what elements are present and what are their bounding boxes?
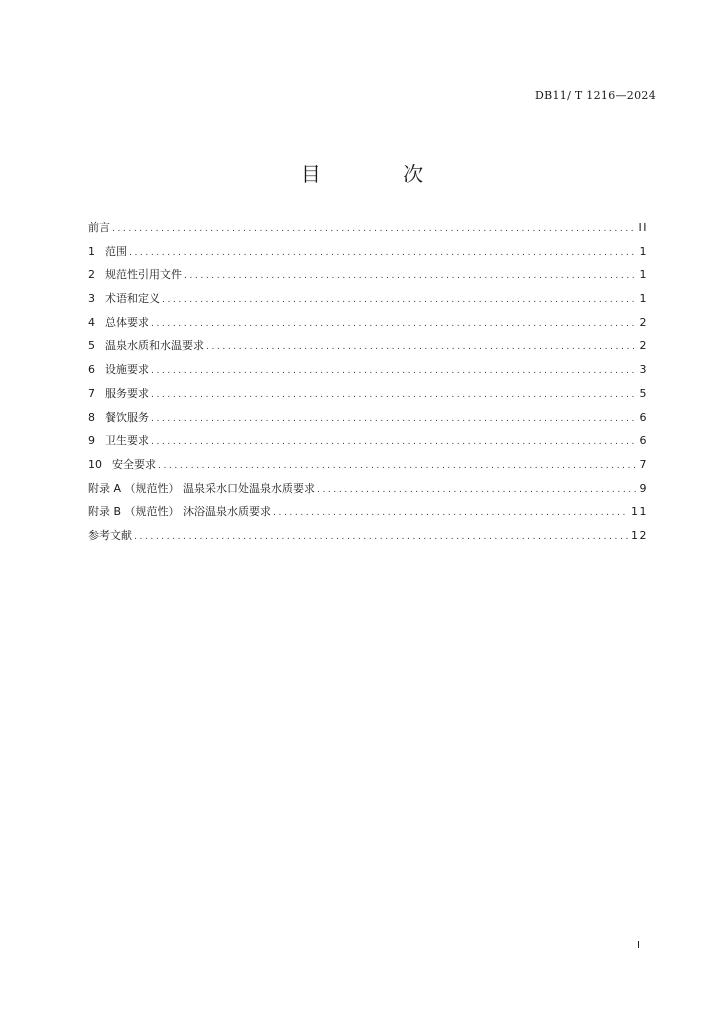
dot-leader: [151, 409, 637, 429]
toc-entry-page: 2: [639, 339, 648, 353]
toc-entry-page: 1: [639, 292, 648, 306]
toc-entry-number: 9: [88, 434, 95, 448]
standard-code: DB11/ T 1216—2024: [534, 89, 656, 102]
toc-entry-page: 6: [639, 410, 648, 424]
toc-entry-page: II: [638, 221, 648, 234]
toc-entry-6[interactable]: [88, 360, 648, 384]
toc-entry-number: 2: [88, 268, 95, 282]
toc-entry-label: 服务要求: [105, 386, 149, 400]
toc-entry-label: 总体要求: [105, 315, 149, 329]
toc-entry-2[interactable]: [88, 265, 648, 289]
toc-entry-4[interactable]: [88, 313, 648, 337]
toc-entry-references[interactable]: [88, 526, 648, 550]
toc-entry-number: 6: [88, 363, 95, 377]
toc-entry-label: 安全要求: [112, 457, 156, 471]
toc-entry-label: 术语和定义: [105, 292, 160, 306]
toc-entry-label: 卫生要求: [105, 434, 149, 448]
toc-entry-label: 规范性引用文件: [105, 268, 182, 282]
toc-entry-10[interactable]: [88, 455, 648, 479]
toc-entry-number: 3: [88, 292, 95, 306]
toc-entry-foreword[interactable]: [88, 218, 648, 242]
dot-leader: [184, 266, 637, 286]
toc-entry-label: 参考文献: [88, 528, 132, 542]
toc-entry-label: 设施要求: [105, 363, 149, 377]
dot-leader: [112, 219, 636, 239]
toc-entry-3[interactable]: [88, 289, 648, 313]
dot-leader: [134, 527, 628, 547]
toc-entry-page: 3: [639, 363, 648, 377]
toc-entry-1[interactable]: [88, 242, 648, 266]
toc-entry-appendix-a[interactable]: [88, 479, 648, 503]
dot-leader: [273, 503, 628, 523]
dot-leader: [206, 337, 637, 357]
toc-entry-9[interactable]: [88, 431, 648, 455]
toc-entry-7[interactable]: [88, 384, 648, 408]
toc-entry-page: 9: [639, 481, 648, 495]
dot-leader: [151, 385, 637, 405]
toc-entry-number: 10: [88, 457, 102, 471]
toc-entry-label: 范围: [105, 244, 127, 258]
toc-entry-page: 11: [631, 505, 648, 519]
dot-leader: [158, 456, 637, 476]
dot-leader: [162, 290, 637, 310]
toc-entry-number: 7: [88, 386, 95, 400]
toc-entry-label: 附录 A （规范性） 温泉采水口处温泉水质要求: [88, 481, 316, 495]
toc-entry-page: 1: [639, 244, 648, 258]
toc-entry-page: 2: [639, 315, 648, 329]
toc-entry-label: 附录 B （规范性） 沐浴温泉水质要求: [88, 505, 272, 519]
page-number: I: [637, 940, 640, 951]
dot-leader: [151, 361, 637, 381]
toc-entry-page: 1: [639, 268, 648, 282]
toc-entry-number: 8: [88, 410, 95, 424]
dot-leader: [151, 314, 637, 334]
toc-entry-page: 6: [639, 434, 648, 448]
page-title: 目 次: [300, 162, 462, 186]
dot-leader: [317, 480, 636, 500]
dot-leader: [151, 432, 637, 452]
dot-leader: [129, 243, 637, 263]
toc-entry-page: 7: [639, 457, 648, 471]
toc-entry-page: 5: [639, 386, 648, 400]
toc-entry-number: 5: [88, 339, 95, 353]
toc-entry-label: 餐饮服务: [105, 410, 149, 424]
toc-entry-label: 前言: [88, 221, 110, 234]
toc-entry-8[interactable]: [88, 408, 648, 432]
toc-entry-number: 1: [88, 244, 95, 258]
toc-entry-number: 4: [88, 315, 95, 329]
toc-entry-5[interactable]: [88, 336, 648, 360]
toc-entry-page: 12: [631, 528, 648, 542]
toc-entry-appendix-b[interactable]: [88, 502, 648, 526]
table-of-contents: [88, 218, 648, 550]
toc-entry-label: 温泉水质和水温要求: [105, 339, 204, 353]
